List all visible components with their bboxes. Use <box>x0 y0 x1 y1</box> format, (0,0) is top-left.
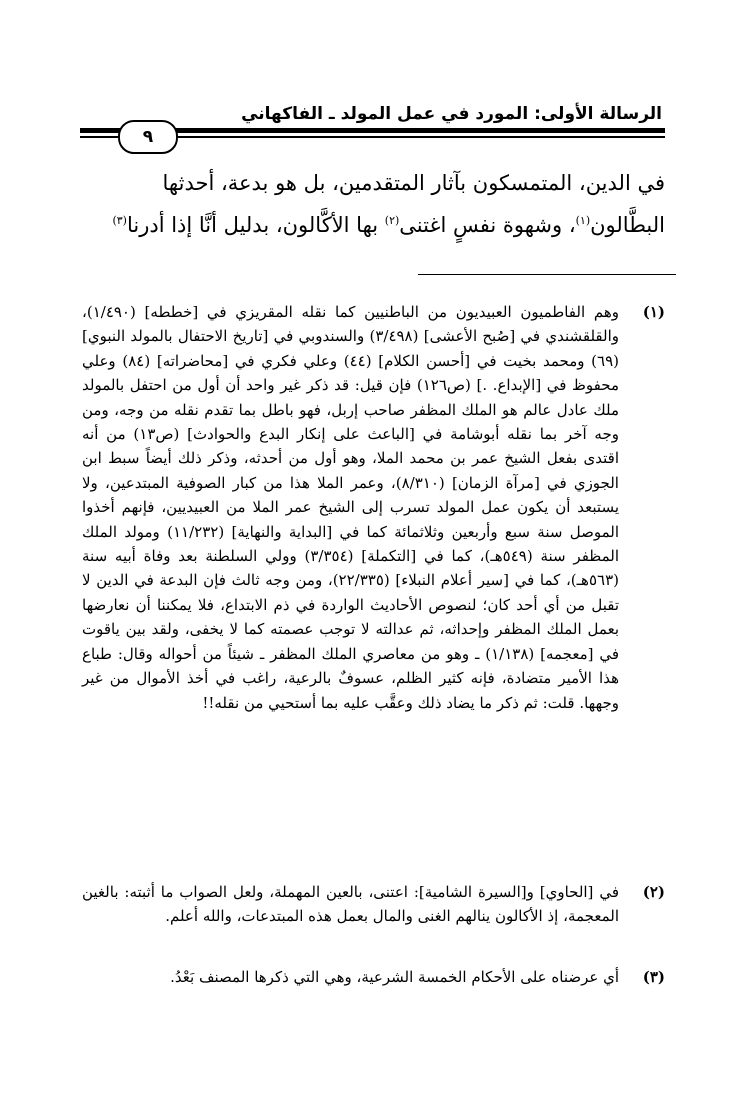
running-title: الرسالة الأولى: المورد في عمل المولد ـ الفاكهاني <box>241 104 662 124</box>
main-line-2-part-a: البطَّالون <box>590 213 665 237</box>
page-number <box>118 120 178 154</box>
footnote-ref-3[interactable]: (٣) <box>112 214 127 227</box>
footnote-2 <box>82 880 665 929</box>
footnote-ref-2[interactable]: (٢) <box>384 214 400 227</box>
footnote-text: في [الحاوي] و[السيرة الشامية]: اعتنى، بالعين المهملة، ولعل الصواب ما أثبته: بالغين المعجمة، إذ الأكالون ينالهم الغنى والمال بعمل هذه المبتدعات، والله أعلم. <box>82 883 619 926</box>
footnote-text: أي عرضناه على الأحكام الخمسة الشرعية، وهي التي ذكرها المصنف بَعْدُ. <box>170 968 619 986</box>
footnote-number: (٣) <box>642 968 665 986</box>
main-line-2-part-c: بها الأكَّالون، بدليل أنَّا إذا أدرنا <box>126 213 385 237</box>
footnote-1 <box>82 300 665 715</box>
page-number-text: ٩ <box>142 127 154 147</box>
footnote-ref-1[interactable]: (١) <box>575 214 591 227</box>
footnote-text: وهم الفاطميون العبيديون من الباطنيين كما نقله المقريزي في [خططه] (١/٤٩٠)، والقلقشندي في [صُبح الأعشى] (٣/٤٩٨) والسندوبي في [تاريخ الاحتفال بالمولد النبوي] (٦٩) ومحمد بخيت في [أحسن الكلام] (٤٤) وعلي فكري في [محاضراته] (٨٤) وعلي محفوظ في [الإبداع. .] (ص١٢٦) فإن قيل: قد ذكر غير واحد أن أول من احتفل بالمولد ملك عادل عالم هو الملك المظفر صاحب إربل، فهو باطل بما تقدم نقله من وجه، ومن وجه آخر بما نقله أبوشامة في [الباعث على إنكار البدع والحوادث] (ص١٣) من أنه اقتدى بفعل الشيخ عمر بن محمد الملا، وهو أول من أحدثه، وذكر ذلك أيضاً سبط ابن الجوزي في [مرآة الزمان] (٨/٣١٠)، وعمر الملا هذا من كبار الصوفية المبتدعين، ولا يستبعد أن يكون عمل المولد تسرب إلى الشيخ عمر الملا من العبيديين، فإنهم أخذوا الموصل سنة سبع وأربعين وثلاثمائة كما في [البداية والنهاية] (١١/٢٣٢) ومولد الملك المظفر سنة (٥٤٩هـ)، كما في [التكملة] (٣/٣٥٤) وولي السلطنة بعد وفاة أبيه سنة (٥٦٣هـ)، كما في [سير أعلام النبلاء] (٢٢/٣٣٥)، ومن وجه ثالث فإن البدعة في الدين لا تقبل من أي أحد كان؛ لنصوص الأحاديث الواردة في ذم الابتداع، فلا يمكننا أن نعارضها بعمل الملك المظفر وإحداثه، ثم عدالته لا توجب عصمته كما لا يخفى، ولقد بين ياقوت في [معجمه] (١/١٣٨) ـ وهو من معاصري الملك المظفر ـ شيئاً من أحواله وقال: طباع هذا الأمير متضادة، فإنه كثير الظلم، عسوفٌ بالرعية، راغب في أخذ الأموال من غير وجهها. قلت: ثم ذكر ما يضاد ذلك وعقَّب عليه بما أستحيي من نقله!! <box>82 303 620 712</box>
main-line-1: في الدين، المتمسكون بآثار المتقدمين، بل هو بدعة، أحدثها <box>162 171 665 195</box>
main-line-2-part-b: ، وشهوة نفسٍ اغتنى <box>399 213 576 237</box>
footnote-number: (٢) <box>642 883 665 901</box>
footnote-3 <box>82 965 665 989</box>
main-line-2 <box>82 204 665 246</box>
footnote-separator <box>418 274 676 275</box>
main-text <box>82 162 665 246</box>
footnote-number: (١) <box>642 303 665 321</box>
